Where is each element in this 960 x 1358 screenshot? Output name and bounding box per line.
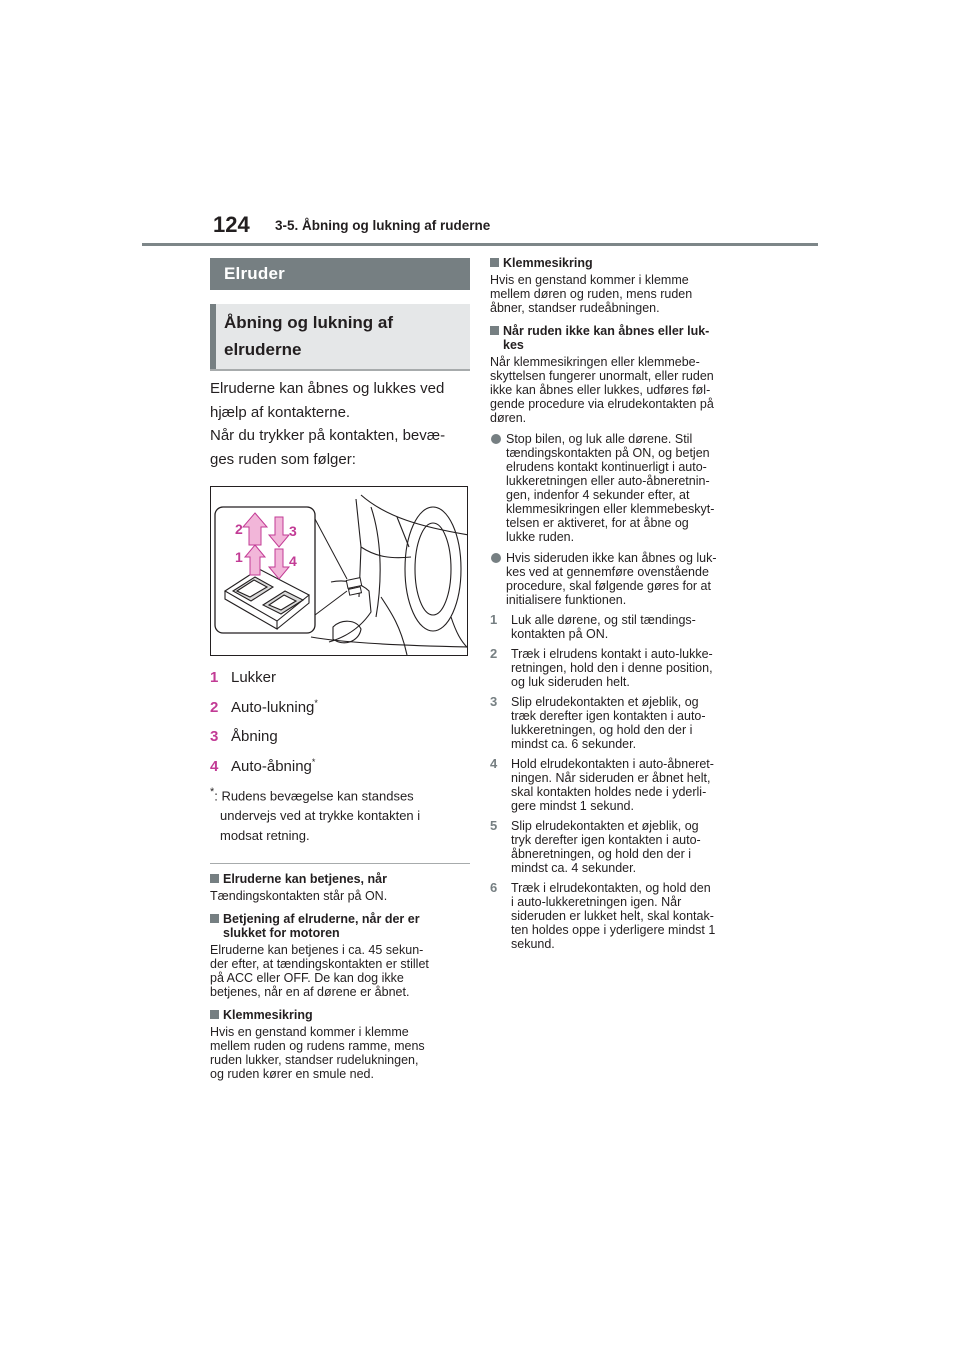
info-body-line: på ACC eller OFF. De kan dog ikke	[210, 971, 404, 986]
subheading	[210, 304, 470, 369]
info-body	[210, 1025, 470, 1081]
bullet-line: gen, indenfor 4 sekunder efter, at	[506, 488, 690, 502]
page-number: 124	[213, 212, 250, 237]
info-body-line: mellem døren og ruden, mens ruden	[490, 287, 693, 301]
procedure-step	[490, 881, 756, 951]
info-body-line: mellem ruden og rudens ramme, mens	[210, 1039, 425, 1054]
intro-line: hjælp af kontakterne.	[210, 403, 351, 421]
subheading-rule	[210, 369, 470, 371]
procedure-step	[490, 819, 756, 875]
legend-number: 2	[210, 698, 219, 716]
switch-drawing	[211, 487, 468, 656]
left-column	[210, 258, 470, 1081]
procedure-step	[490, 613, 756, 641]
figure-number-4: 4	[289, 553, 297, 569]
bullet-line: Stop bilen, og luk alle dørene. Stil	[506, 432, 693, 446]
step-line: i auto-lukkeretningen igen. Når	[511, 895, 682, 909]
info-body-line: døren.	[490, 411, 527, 425]
legend-text: Lukker	[231, 669, 277, 686]
step-line: sideruden er lukket helt, skal kontak-	[511, 909, 714, 923]
info-block	[210, 1008, 470, 1081]
step-line: mindst ca. 6 sekunder.	[511, 737, 637, 751]
legend-item	[210, 720, 470, 750]
legend-text: Auto-åbning	[231, 757, 312, 775]
info-body	[210, 889, 470, 903]
footnote-line: modsat retning.	[220, 828, 310, 844]
footnote-line: : Rudens bevægelse kan standses	[214, 788, 414, 804]
info-body-line: ikke kan åbnes eller lukkes, udføres føl-	[490, 383, 711, 397]
step-number: 1	[490, 612, 498, 627]
step-number: 4	[490, 756, 498, 771]
intro-line: Når du trykker på kontakten, bevæ-	[210, 427, 446, 444]
bullet-line: elrudens kontakt kontinuerligt i auto-	[506, 460, 707, 474]
figure-number-1: 1	[235, 549, 243, 565]
bullet-line: telsen er aktiveret, for at åbne og	[506, 516, 689, 530]
legend-star: *	[314, 697, 318, 708]
step-line: Hold elrudekontakten i auto-åbneret-	[511, 757, 714, 771]
info-heading	[210, 912, 470, 940]
info-body-line: gende procedure via elrudekontakten på	[490, 397, 714, 411]
figure-legend	[210, 661, 470, 779]
procedure-step	[490, 757, 756, 813]
header-rule	[142, 243, 818, 246]
step-line: og luk sideruden helt.	[511, 675, 630, 689]
bullet-line: procedure, skal følgende gøres for at	[506, 579, 711, 593]
step-line: retningen, hold den i denne position,	[511, 661, 713, 675]
step-line: Slip elrudekontakten et øjeblik, og	[511, 695, 699, 709]
step-line: ningen. Når sideruden er åbnet helt,	[511, 771, 711, 785]
info-heading	[210, 872, 470, 886]
info-body-line: Hvis en genstand kommer i klemme	[490, 273, 689, 287]
bullet-line: lukkeretningen eller auto-åbneretnin-	[506, 474, 710, 488]
chapter-banner: Elruder	[210, 258, 470, 290]
legend-number: 3	[210, 728, 219, 745]
step-number: 5	[490, 818, 498, 833]
info-body	[210, 943, 470, 999]
legend-text: Åbning	[231, 728, 278, 745]
step-line: Træk i elrudekontakten, og hold den	[511, 881, 711, 895]
info-heading-line: kes	[503, 338, 524, 352]
step-line: ten holdes oppe i yderligere mindst 1	[511, 923, 716, 937]
footnote-line: undervejs ved at trykke kontakten i	[220, 808, 421, 824]
bullet-line: klemmesikringen eller klemmebeskyt-	[506, 502, 715, 516]
bullet-line: initialisere funktionen.	[506, 593, 627, 607]
step-line: åbneretningen, og hold den der i	[511, 847, 692, 861]
step-line: Slip elrudekontakten et øjeblik, og	[511, 819, 699, 833]
legend-star: *	[311, 756, 316, 767]
info-body-line: åbner, standser rudeåbningen.	[490, 301, 660, 315]
step-line: mindst ca. 4 sekunder.	[511, 861, 637, 875]
info-heading	[490, 256, 756, 270]
bullet-line: lukke ruden.	[506, 530, 575, 544]
intro-text	[210, 377, 470, 471]
info-body-line: Elruderne kan betjenes i ca. 45 sekun-	[210, 943, 424, 958]
procedure-step	[490, 647, 756, 689]
procedure-step	[490, 695, 756, 751]
info-heading-line: Når ruden ikke kan åbnes eller luk-	[503, 324, 710, 338]
step-number: 2	[490, 646, 498, 661]
info-heading-line: Klemmesikring	[223, 1008, 313, 1023]
bullet-line: kes ved at gennemføre ovenstående	[506, 565, 709, 579]
info-heading	[490, 324, 756, 352]
info-heading	[210, 1008, 470, 1022]
figure-number-3: 3	[289, 523, 297, 539]
legend-number: 4	[210, 757, 219, 775]
info-body-line: ruden lukker, standser rudelukningen,	[210, 1053, 419, 1068]
section-divider	[210, 863, 470, 864]
step-line: skal kontakten holdes nede i yderli-	[511, 785, 707, 799]
bullet-item	[490, 432, 756, 544]
footnote	[210, 782, 470, 846]
info-heading-line: slukket for motoren	[223, 926, 340, 941]
step-line: kontakten på ON.	[511, 627, 609, 641]
legend-item	[210, 661, 470, 691]
info-body	[490, 355, 756, 425]
step-number: 3	[490, 694, 498, 709]
info-heading-line: Betjening af elruderne, når der er	[223, 912, 420, 927]
info-body	[490, 273, 756, 315]
subheading-line: elruderne	[224, 340, 302, 359]
info-block	[210, 872, 470, 903]
bullet-line: Hvis sideruden ikke kan åbnes og luk-	[506, 551, 717, 565]
info-block	[490, 256, 756, 315]
info-block	[210, 912, 470, 999]
window-switch-illustration	[210, 486, 468, 656]
info-body-line: Når klemmesikringen eller klemmebe-	[490, 355, 700, 369]
info-block	[490, 324, 756, 425]
intro-line: ges ruden som følger:	[210, 450, 356, 468]
step-line: lukkeretningen, og hold den der i	[511, 723, 693, 737]
info-body-line: betjenes, når en af dørene er åbnet.	[210, 985, 410, 1000]
figure-number-2: 2	[235, 521, 243, 537]
step-line: gere mindst 1 sekund.	[511, 799, 634, 813]
info-heading-line: Klemmesikring	[503, 256, 593, 270]
info-body-line: og ruden kører en smule ned.	[210, 1067, 374, 1082]
right-column	[490, 256, 756, 951]
bullet-line: tændingskontakten på ON, og betjen	[506, 446, 710, 460]
step-line: Luk alle dørene, og stil tændings-	[511, 613, 696, 627]
legend-item	[210, 691, 470, 721]
step-line: træk derefter igen kontakten i auto-	[511, 709, 706, 723]
intro-line: Elruderne kan åbnes og lukkes ved	[210, 380, 445, 397]
info-heading-line: Elruderne kan betjenes, når	[223, 872, 387, 887]
bullet-item	[490, 551, 756, 607]
info-body-line: der efter, at tændingskontakten er stillet	[210, 957, 429, 972]
legend-number: 1	[210, 669, 219, 686]
step-line: tryk derefter igen kontakten i auto-	[511, 833, 701, 847]
step-number: 6	[490, 880, 498, 895]
legend-text: Auto-lukning	[231, 698, 315, 716]
info-body-line: skyttelsen fungerer unormalt, eller ruden	[490, 369, 714, 383]
section-title: 3-5. Åbning og lukning af ruderne	[275, 218, 491, 233]
info-body-line: Hvis en genstand kommer i klemme	[210, 1025, 409, 1040]
subheading-line: Åbning og lukning af	[224, 313, 394, 332]
step-line: Træk i elrudens kontakt i auto-lukke-	[511, 647, 713, 661]
legend-item	[210, 750, 470, 780]
step-line: sekund.	[511, 937, 555, 951]
info-body-line: Tændingskontakten står på ON.	[210, 889, 388, 904]
footnote-mark: *	[210, 786, 215, 798]
